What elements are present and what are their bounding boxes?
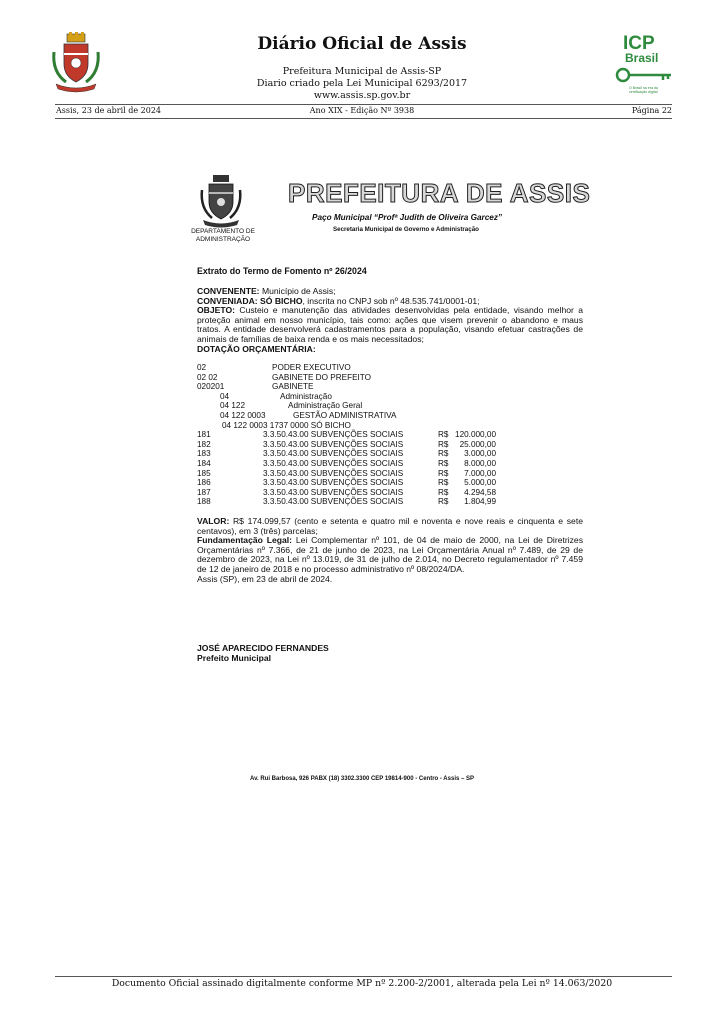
dotacao-code: 020201 bbox=[197, 382, 225, 392]
ficha-valor: 7.000,00 bbox=[464, 468, 496, 478]
dotacao-desc: GESTÃO ADMINISTRATIVA bbox=[293, 411, 397, 420]
dotacao-desc: Administração bbox=[280, 391, 332, 401]
ficha-elemento: 3.3.50.43.00 SUBVENÇÕES SOCIAIS bbox=[263, 430, 404, 440]
header-divider-top bbox=[55, 104, 672, 105]
valor-label: VALOR: bbox=[197, 516, 230, 526]
footer-divider bbox=[55, 976, 672, 977]
ficha-valor: 4.294,58 bbox=[464, 487, 496, 497]
key-icon bbox=[615, 65, 675, 85]
dotacao-desc: GABINETE DO PREFEITO bbox=[272, 372, 372, 382]
secretaria-label: Secretaria Municipal de Governo e Administração bbox=[333, 226, 479, 233]
ficha-elemento: 3.3.50.43.00 SUBVENÇÕES SOCIAIS bbox=[263, 459, 404, 468]
objeto-label: OBJETO: bbox=[197, 305, 236, 316]
ficha-elemento: 3.3.50.43.00 SUBVENÇÕES SOCIAIS bbox=[263, 439, 404, 449]
ficha-number: 182 bbox=[197, 439, 211, 449]
conveniada-value: , inscrita no CNPJ sob nº 48.535.741/0001-01; bbox=[302, 295, 480, 306]
icp-logo-brasil: Brasil bbox=[625, 51, 659, 65]
ficha-number: 183 bbox=[197, 449, 211, 459]
convenente-value: Município de Assis; bbox=[259, 286, 336, 296]
dotacao-desc: PODER EXECUTIVO bbox=[272, 363, 351, 372]
objeto-paragraph bbox=[197, 306, 583, 344]
subtitle-website: www.assis.sp.gov.br bbox=[313, 90, 411, 101]
ficha-number: 181 bbox=[197, 430, 211, 440]
signer-name: JOSÉ APARECIDO FERNANDES bbox=[197, 643, 329, 653]
document-block-valor bbox=[197, 517, 583, 584]
ficha-valor: 3.000,00 bbox=[464, 449, 496, 459]
ficha-valor: 120.000,00 bbox=[455, 430, 496, 440]
prefeitura-title: PREFEITURA DE ASSIS bbox=[288, 178, 591, 208]
dotacao-code: 02 02 bbox=[197, 372, 218, 382]
ficha-number: 188 bbox=[197, 497, 211, 507]
valor-paragraph bbox=[197, 517, 583, 536]
dotacao-code: 04 bbox=[220, 391, 230, 401]
department-crest-logo bbox=[198, 174, 244, 228]
fundamentacao-paragraph bbox=[197, 536, 583, 574]
fundamentacao-label: Fundamentação Legal: bbox=[197, 535, 293, 546]
ficha-valor: 1.804,99 bbox=[464, 497, 496, 507]
page-number: Página 22 bbox=[631, 106, 672, 115]
icp-tagline: O Brasil na era da certificação digital bbox=[629, 86, 658, 95]
municipal-address: Av. Rui Barbosa, 926 PABX (18) 3302.3300 CEP 19814-900 - Centro - Assis – SP bbox=[250, 776, 474, 782]
dotacao-label: DOTAÇÃO ORÇAMENTÁRIA: bbox=[197, 343, 316, 354]
subtitle-prefeitura: Prefeitura Municipal de Assis-SP bbox=[282, 66, 442, 77]
ficha-number: 187 bbox=[197, 487, 211, 497]
digital-signature-notice: Documento Oficial assinado digitalmente conforme MP nº 2.200-2/2001, alterada pela Lei nº 14.063/2020 bbox=[111, 978, 613, 989]
dotacao-desc: Administração Geral bbox=[288, 401, 363, 411]
ficha-elemento: 3.3.50.43.00 SUBVENÇÕES SOCIAIS bbox=[263, 487, 404, 497]
dotacao-code: 02 bbox=[197, 363, 207, 372]
dotacao-code: 04 122 0003 bbox=[220, 411, 266, 420]
fundamentacao-value: Lei Complementar nº 101, de 04 de maio de 2000, na Lei de Diretrizes Orçamentárias nº 7.366, de 21 de junho de 2023, na Lei Orçamentária Anual nº 7.489, de 29 de dezembro de 2023, na Lei nº 13.019, de 31 de julho de 2.014, no Decreto regulamentador nº 7.459 de 12 de janeiro de 2018 e no processo administrativo nº 08/2024/DA. bbox=[197, 535, 584, 574]
newspaper-title: Diário Oficial de Assis bbox=[257, 34, 467, 54]
ficha-currency: R$ bbox=[438, 478, 449, 488]
document-heading: Extrato do Termo de Fomento nº 26/2024 bbox=[197, 266, 367, 276]
ficha-currency: R$ bbox=[438, 487, 449, 497]
ficha-valor: 5.000,00 bbox=[464, 478, 496, 488]
ficha-currency: R$ bbox=[438, 497, 449, 507]
subtitle-lei: Diario criado pela Lei Municipal 6293/2017 bbox=[256, 78, 468, 89]
department-label: DEPARTAMENTO DE ADMINISTRAÇÃO bbox=[191, 228, 255, 243]
valor-value: R$ 174.099,57 (cento e setenta e quatro mil e noventa e nove reais e cinquenta e sete centavos), em 3 (três) parcelas; bbox=[197, 516, 583, 536]
ficha-number: 185 bbox=[197, 468, 211, 478]
dotacao-desc: GABINETE bbox=[272, 382, 314, 392]
icp-logo-text: ICP bbox=[623, 33, 655, 54]
objeto-value: Custeio e manutenção das atividades desenvolvidas pela entidade, visando melhor a proteção animal em nosso município, tais como: ações que visem prevenir o abandono e maus tratos. A entidade desenvolverá cadastramentos para a população, visando efetuar castrações de animais de famílias de baixa renda e os mais necessitados; bbox=[197, 305, 583, 344]
ficha-elemento: 3.3.50.43.00 SUBVENÇÕES SOCIAIS bbox=[263, 468, 404, 478]
ficha-elemento: 3.3.50.43.00 SUBVENÇÕES SOCIAIS bbox=[263, 478, 404, 488]
icp-brasil-logo bbox=[615, 34, 675, 98]
document-block-parties bbox=[197, 287, 583, 354]
edition-number: Ano XIX - Edição Nº 3938 bbox=[309, 106, 415, 115]
ficha-valor: 25.000,00 bbox=[459, 439, 496, 449]
dotacao-code: 04 122 bbox=[220, 401, 246, 411]
edition-date: Assis, 23 de abril de 2024 bbox=[56, 106, 161, 115]
ficha-currency: R$ bbox=[438, 430, 449, 440]
paco-municipal: Paço Municipal “Profª Judith de Oliveira Garcez” bbox=[312, 213, 503, 222]
convenente-label: CONVENENTE: bbox=[197, 286, 260, 296]
ficha-number: 184 bbox=[197, 459, 211, 468]
dotacao-code: 04 122 0003 1737 0000 SÓ BICHO bbox=[222, 420, 351, 430]
ficha-valor: 8.000,00 bbox=[464, 459, 496, 468]
ficha-currency: R$ bbox=[438, 439, 449, 449]
ficha-currency: R$ bbox=[438, 468, 449, 478]
ficha-number: 186 bbox=[197, 478, 211, 488]
ficha-elemento: 3.3.50.43.00 SUBVENÇÕES SOCIAIS bbox=[263, 497, 404, 507]
local-data: Assis (SP), em 23 de abril de 2024. bbox=[197, 573, 333, 584]
signer-role: Prefeito Municipal bbox=[197, 653, 272, 663]
ficha-elemento: 3.3.50.43.00 SUBVENÇÕES SOCIAIS bbox=[263, 449, 404, 459]
header-divider-bottom bbox=[55, 118, 672, 119]
ficha-currency: R$ bbox=[438, 449, 449, 459]
conveniada-label: CONVENIADA: SÓ BICHO bbox=[197, 295, 303, 306]
ficha-currency: R$ bbox=[438, 459, 449, 468]
